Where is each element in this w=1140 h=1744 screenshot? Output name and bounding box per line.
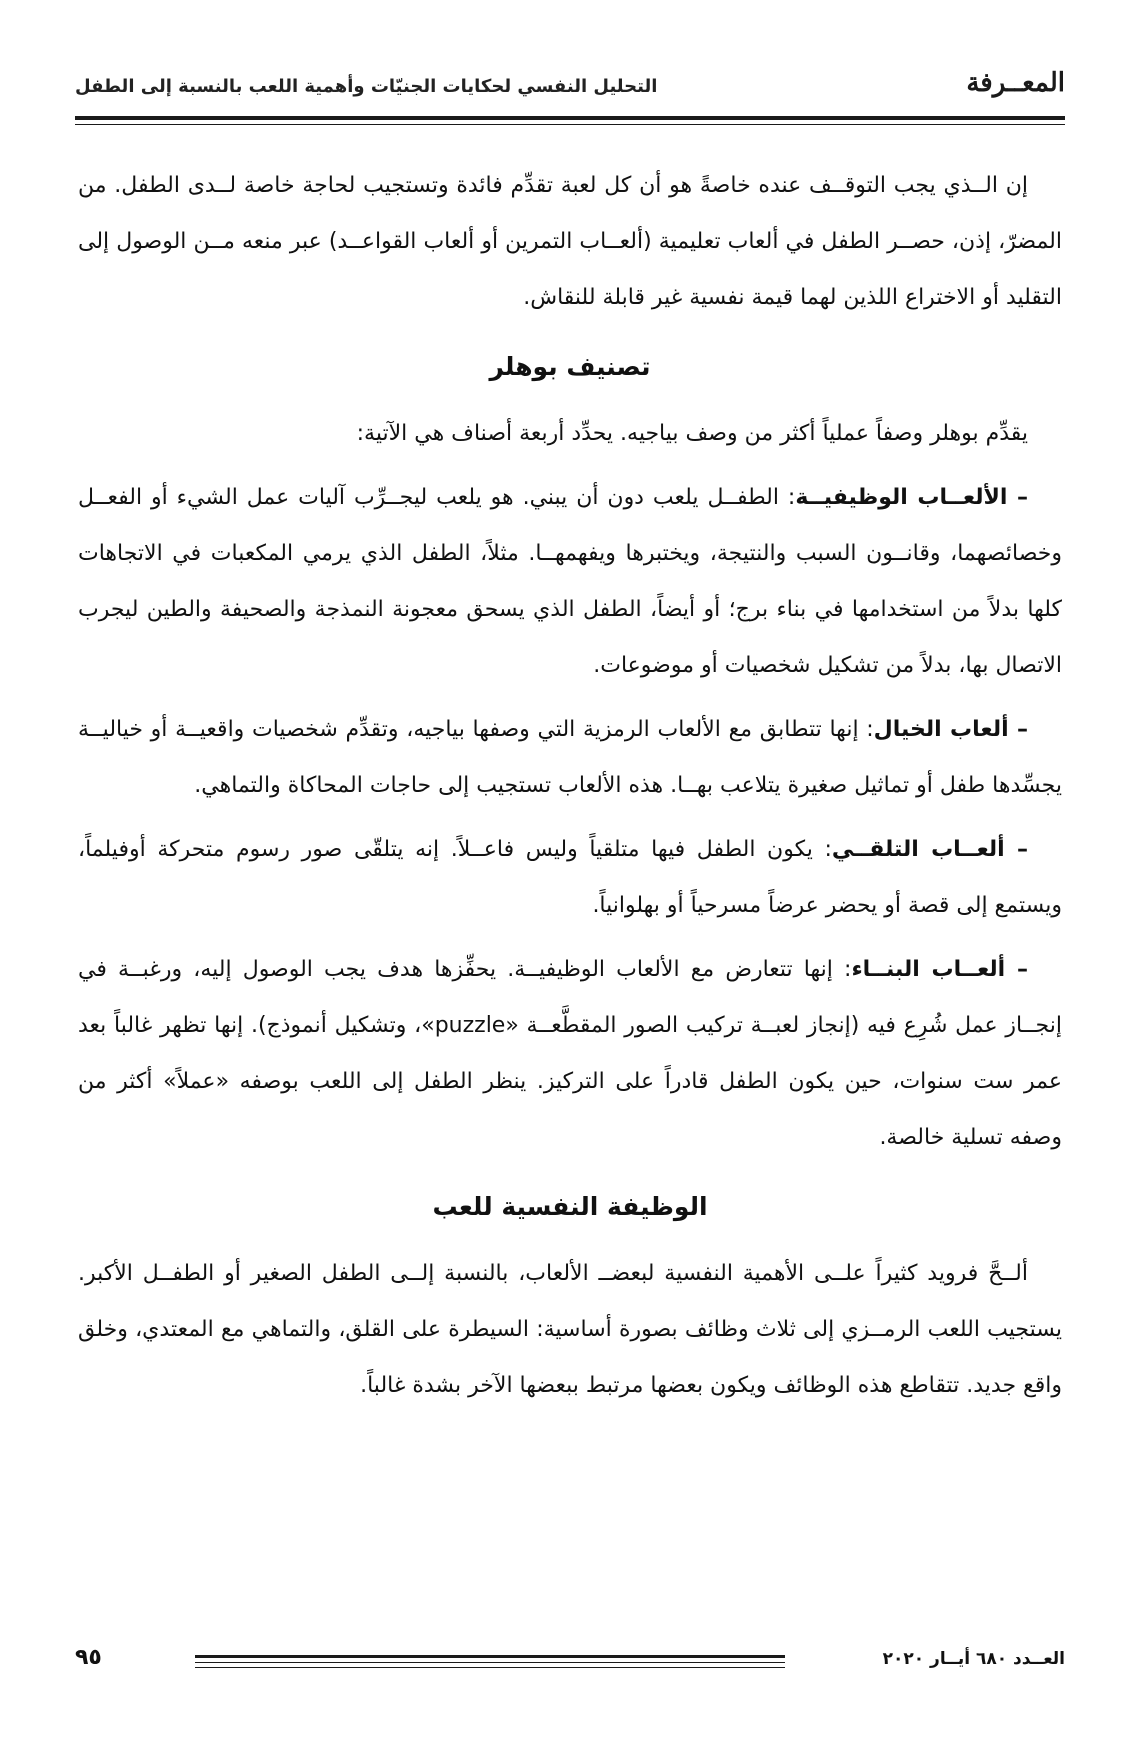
item-text: : إنها تتعارض مع الألعاب الوظيفيــة. يحفِّزها هدف يجب الوصول إليه، ورغبــة في إنجــاز عمل شُرِع فيه (إنجاز لعبــة تركيب الصور المقطَّعــة «puzzle»، وتشكيل أنموذج). إنها تظهر غالباً بعد عمر ست سنوات، حين يكون الطفل قادراً على التركيز. ينظر الطفل إلى اللعب بوصفه «عملاً» أكثر من وصفه تسلية خالصة. <box>78 957 1062 1150</box>
section1-intro: يقدِّم بوهلر وصفاً عملياً أكثر من وصف بياجيه. يحدِّد أربعة أصناف هي الآتية: <box>356 421 1028 446</box>
list-item-functional-games <box>78 470 1062 694</box>
item-term: – ألعــاب التلقــي <box>831 837 1028 862</box>
item-text: : يكون الطفل فيها متلقياً وليس فاعــلاً. إنه يتلقّى صور رسوم متحركة أوفيلماً، ويستمع إلى قصة أو يحضر عرضاً مسرحياً أو بهلوانياً. <box>78 837 1062 918</box>
section-heading-buhler: تصنيف بوهلر <box>489 352 651 381</box>
footer-rule <box>195 1667 785 1668</box>
list-item-imagination-games <box>78 702 1062 814</box>
item-term: – الألعــاب الوظيفيــة <box>795 485 1028 510</box>
section-heading-psychological-function: الوظيفة النفسية للعب <box>432 1192 708 1221</box>
list-item-construction-games <box>78 942 1062 1166</box>
footer-rule <box>195 1662 785 1663</box>
running-title: التحليل النفسي لحكايات الجنيّات وأهمية اللعب بالنسبة إلى الطفل <box>75 76 658 97</box>
header-rule-thick <box>75 116 1065 120</box>
list-item-reception-games <box>78 822 1062 934</box>
section2-paragraph: ألــحَّ فرويد كثيراً علــى الأهمية النفسية لبعضــ الألعاب، بالنسبة إلــى الطفل الصغير أو الطفــل الأكبر. يستجيب اللعب الرمــزي إلى ثلاث وظائف بصورة أساسية: السيطرة على القلق، والتماهي مع المعتدي، وخلق واقع جديد. تتقاطع هذه الوظائف ويكون بعضها مرتبط ببعضها الآخر بشدة غالباً. <box>78 1261 1062 1398</box>
intro-paragraph: إن الــذي يجب التوقــف عنده خاصةً هو أن كل لعبة تقدِّم فائدة وتستجيب لحاجة خاصة لــدى الطفل. من المضرّ، إذن، حصــر الطفل في ألعاب تعليمية (ألعــاب التمرين أو ألعاب القواعــد) عبر منعه مــن الوصول إلى التقليد أو الاختراع اللذين لهما قيمة نفسية غير قابلة للنقاش. <box>78 173 1062 310</box>
item-text: : الطفــل يلعب دون أن يبني. هو يلعب ليجــرِّب آليات عمل الشيء أو الفعــل وخصائصهما، وقانــون السبب والنتيجة، ويختبرها ويفهمهــا. مثلاً، الطفل الذي يرمي المكعبات في الاتجاهات كلها بدلاً من استخدامها في بناء برج؛ أو أيضاً، الطفل الذي يسحق معجونة النمذجة والصحيفة والطين ليجرب الاتصال بها، بدلاً من تشكيل شخصيات أو موضوعات. <box>78 485 1062 678</box>
item-term: – ألعاب الخيال <box>873 717 1028 742</box>
item-term: – ألعــاب البنــاء <box>851 957 1028 982</box>
page-header <box>75 60 1065 110</box>
issue-label: العــدد ٦٨٠ أيــار ٢٠٢٠ <box>882 1649 1065 1669</box>
item-text: : إنها تتطابق مع الألعاب الرمزية التي وصفها بياجيه، وتقدِّم شخصيات واقعيــة أو خياليــة يجسِّدها طفل أو تماثيل صغيرة يتلاعب بهــا. هذه الألعاب تستجيب إلى حاجات المحاكاة والتماهي. <box>78 717 1062 798</box>
page-number: ٩٥ <box>75 1645 102 1670</box>
page-footer <box>75 1645 1065 1685</box>
article-body <box>78 158 1062 1422</box>
magazine-logo: المعــرفة <box>966 68 1065 98</box>
header-rule-thin <box>75 124 1065 125</box>
footer-rule <box>195 1655 785 1658</box>
